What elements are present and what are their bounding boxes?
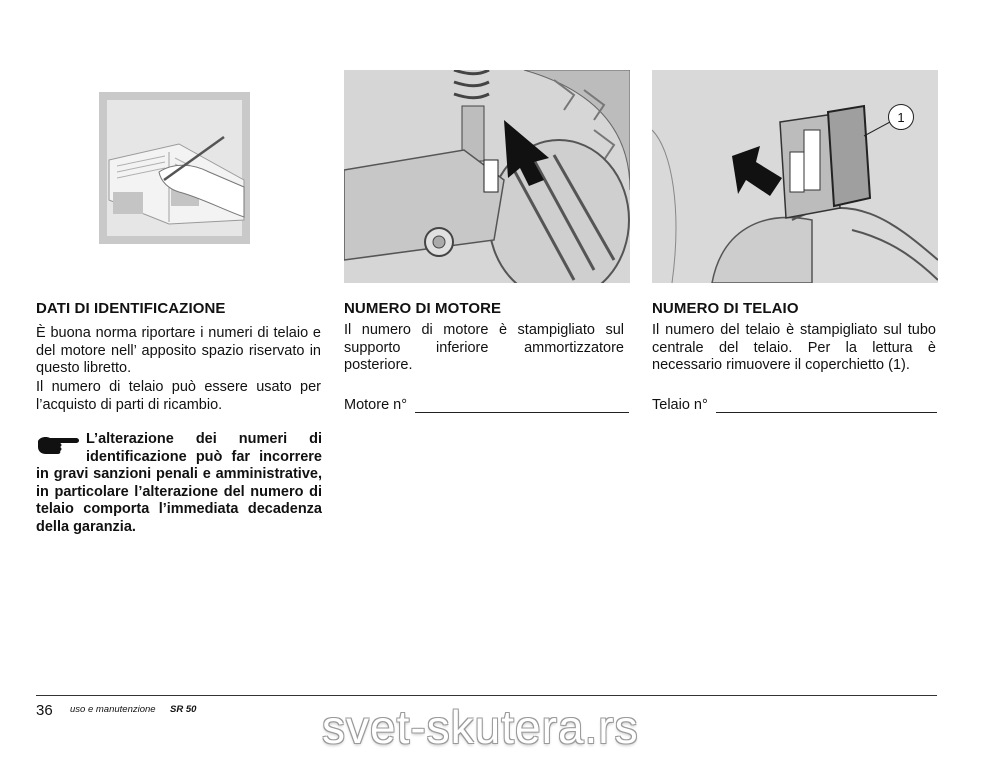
identification-heading: DATI DI IDENTIFICAZIONE xyxy=(36,300,226,317)
manual-title: uso e manutenzione xyxy=(70,704,156,715)
footer-rule xyxy=(36,695,937,696)
frame-number-heading: NUMERO DI TELAIO xyxy=(652,300,799,317)
frame-number-line[interactable] xyxy=(716,400,937,413)
engine-number-field[interactable] xyxy=(344,397,629,413)
engine-number-label: Motore n° xyxy=(344,397,408,413)
writing-hand-illustration xyxy=(99,92,250,244)
frame-number-paragraph: Il numero del telaio è stampigliato sul tubo centrale del telaio. Per la lettura è necessario rimuovere il coperchietto (1). xyxy=(652,322,936,373)
identification-paragraph-2: Il numero di telaio può essere usato per l’acquisto di parti di ricambio. xyxy=(36,379,321,413)
model-name: SR 50 xyxy=(170,704,197,715)
page-number: 36 xyxy=(36,702,53,719)
watermark: svet-skutera.rs xyxy=(322,701,639,753)
callout-number: 1 xyxy=(897,109,905,125)
callout-circle xyxy=(888,104,914,130)
engine-number-paragraph: Il numero di motore è stampigliato sul supporto inferiore ammortizzatore posteriore. xyxy=(344,322,624,373)
frame-number-illustration xyxy=(652,70,938,283)
engine-number-illustration xyxy=(344,70,630,283)
warning-text: L’alterazione dei numeri di identificazione può far incorrere in gravi sanzioni penali e amministrative, in particolare l’alterazione del numero di telaio comporta l’immediata decadenza della garanzia. xyxy=(36,431,322,535)
warning-block xyxy=(36,431,322,535)
frame-number-field[interactable] xyxy=(652,397,937,413)
identification-paragraph-1: È buona norma riportare i numeri di telaio e del motore nell’ apposito spazio riservato in questo libretto. xyxy=(36,325,321,376)
engine-number-line[interactable] xyxy=(415,400,629,413)
engine-number-heading: NUMERO DI MOTORE xyxy=(344,300,502,317)
frame-number-label: Telaio n° xyxy=(652,397,708,413)
